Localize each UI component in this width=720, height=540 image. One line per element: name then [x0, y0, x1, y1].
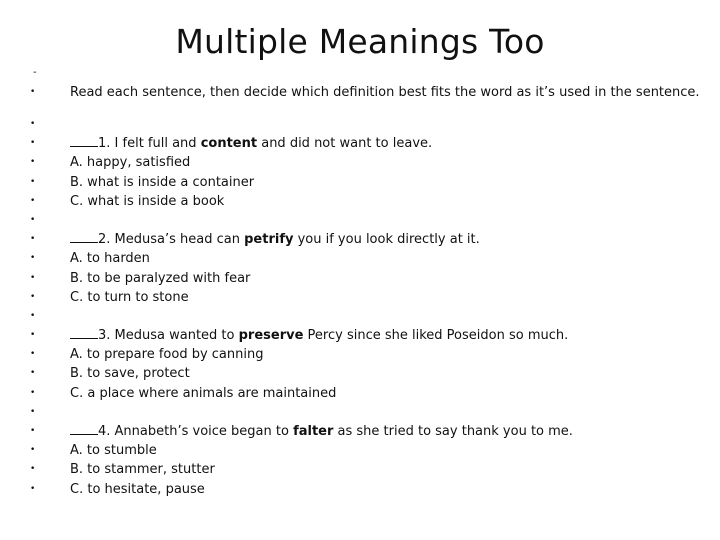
instructions-row — [30, 85, 700, 115]
question-row — [30, 134, 700, 153]
option-row — [30, 173, 700, 192]
question-after: as she tried to say thank you to me. — [333, 424, 573, 439]
option-row — [30, 192, 700, 211]
blank-row — [30, 115, 700, 134]
answer-blank — [70, 326, 98, 339]
target-word: falter — [293, 424, 334, 439]
blank-row — [30, 307, 700, 326]
option-text: B. to save, protect — [70, 366, 190, 382]
question-before: I felt full and — [110, 136, 201, 152]
page-title: Multiple Meanings Too — [175, 22, 545, 61]
option-row — [30, 345, 700, 364]
question-before: Medusa wanted to — [110, 328, 239, 344]
blank-row — [30, 403, 700, 422]
question-number: 2. — [98, 232, 111, 248]
bullet-icon: • — [30, 445, 36, 456]
bullet-icon: • — [30, 349, 36, 360]
option-text: A. to harden — [70, 251, 150, 267]
bullet-icon: • — [30, 272, 36, 283]
instructions-text: Read each sentence, then decide which definition best fits the word as it’s used in the sentence. — [70, 85, 700, 100]
bullet-icon: • — [30, 426, 36, 436]
question-after: Percy since she liked Poseidon so much. — [303, 328, 569, 344]
bullet-icon: • — [30, 368, 36, 379]
bullet-list — [30, 85, 700, 499]
question-text — [70, 134, 700, 153]
bullet-icon: • — [30, 195, 36, 206]
question-after: you if you look directly at it. — [293, 232, 480, 248]
bullet-icon: • — [30, 119, 36, 129]
bullet-icon: • — [30, 138, 36, 149]
question-number: 3. — [98, 328, 111, 344]
option-text: C. a place where animals are maintained — [70, 385, 337, 401]
question-text — [70, 326, 700, 345]
option-row — [30, 384, 700, 403]
question-text — [70, 422, 700, 441]
option-row — [30, 364, 700, 383]
option-row — [30, 288, 700, 307]
question-row — [30, 422, 700, 441]
option-text: A. to prepare food by canning — [70, 347, 264, 363]
bullet-icon: • — [30, 214, 36, 225]
bullet-icon: • — [30, 234, 36, 245]
bullet-icon: • — [30, 310, 36, 321]
answer-blank — [70, 422, 98, 435]
option-row — [30, 249, 700, 268]
question-after: and did not want to leave. — [257, 136, 433, 152]
option-text: A. to stumble — [70, 443, 157, 459]
option-text: B. what is inside a container — [70, 174, 255, 190]
question-number: 4. — [98, 424, 111, 439]
option-row — [30, 269, 700, 288]
question-text — [70, 230, 700, 249]
blank-row — [30, 211, 700, 230]
option-text: B. to be paralyzed with fear — [70, 270, 251, 286]
question-row — [30, 230, 700, 249]
answer-blank — [70, 134, 98, 147]
option-row — [30, 153, 700, 172]
bullet-icon: • — [30, 483, 36, 494]
bullet-icon: • — [30, 176, 36, 187]
answer-blank — [70, 230, 98, 243]
bullet-icon: • — [30, 406, 36, 417]
option-text: A. happy, satisfied — [70, 155, 191, 171]
question-number: 1. — [98, 136, 111, 152]
bullet-icon: • — [30, 253, 36, 264]
bullet-icon: • — [30, 291, 36, 302]
bullet-icon: • — [30, 387, 36, 398]
bullet-icon: • — [30, 464, 36, 475]
question-before: Annabeth’s voice began to — [110, 424, 294, 439]
option-row — [30, 480, 700, 499]
option-text: C. to turn to stone — [70, 289, 189, 305]
bullet-icon: • — [30, 330, 36, 341]
option-row — [30, 441, 700, 460]
target-word: petrify — [244, 232, 294, 248]
top-dash-mark: - — [33, 67, 37, 78]
bullet-icon: • — [30, 157, 36, 168]
option-text: B. to stammer, stutter — [70, 462, 215, 478]
option-text: C. what is inside a book — [70, 193, 225, 209]
option-text: C. to hesitate, pause — [70, 481, 205, 497]
question-row — [30, 326, 700, 345]
bullet-icon: • — [30, 87, 36, 97]
target-word: preserve — [238, 328, 304, 344]
target-word: content — [200, 136, 258, 152]
question-before: Medusa’s head can — [110, 232, 245, 248]
option-row — [30, 460, 700, 479]
